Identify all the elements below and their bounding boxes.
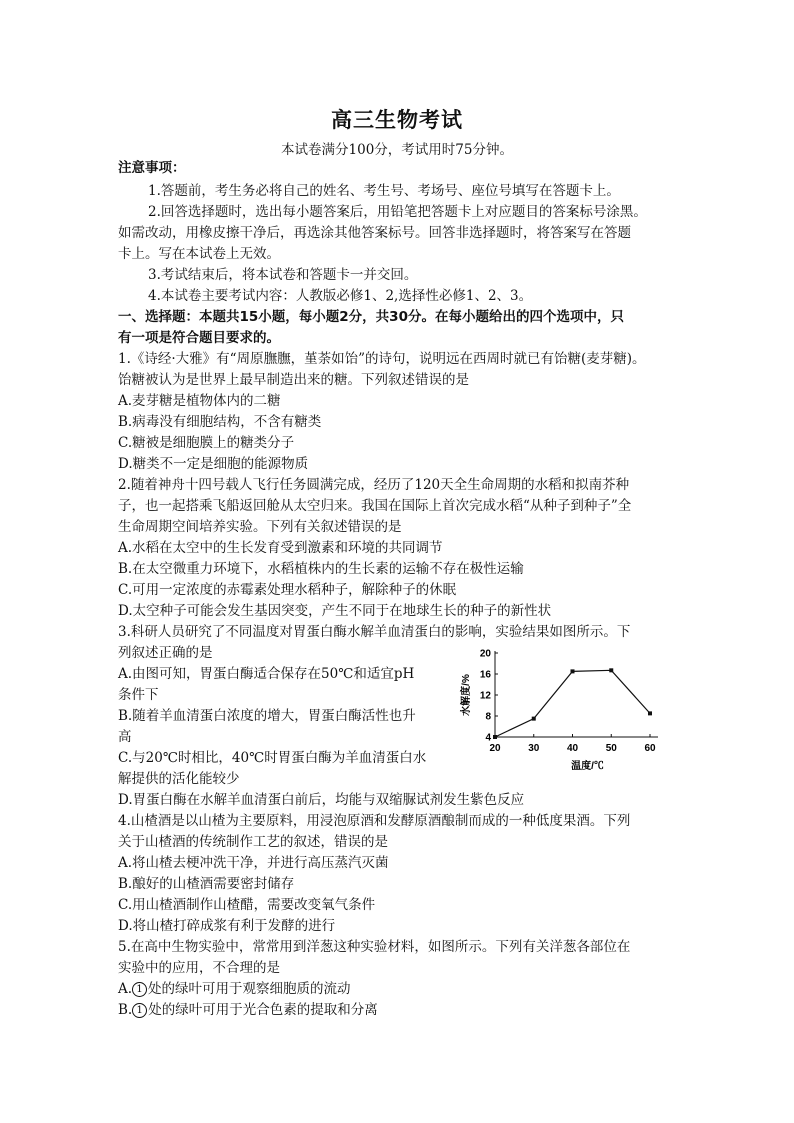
q4-option-d: D.将山楂打碎成浆有利于发酵的进行 — [118, 918, 336, 934]
notice-heading: 注意事项： — [118, 160, 186, 176]
x-axis-label: 温度/℃ — [571, 761, 604, 772]
q3-option-d: D.胃蛋白酶在水解羊血清蛋白前后，均能与双缩脲试剂发生紫色反应 — [118, 792, 525, 808]
y-tick-label: 20 — [479, 648, 491, 660]
y-tick-label: 4 — [485, 732, 491, 744]
q2-option-b: B.在太空微重力环境下，水稻植株内的生长素的运输不存在极性运输 — [118, 561, 524, 577]
y-axis-label: 水解度/% — [461, 674, 472, 716]
q4-option-c: C.用山楂酒制作山楂醋，需要改变氧气条件 — [118, 897, 376, 913]
notice-item-2-end: 卡上。写在本试卷上无效。 — [118, 246, 280, 262]
q2-stem-cont: 子，也一起搭乘飞船返回舱从太空归来。我国在国际上首次完成水稻“从种子到种子”全 — [118, 498, 632, 514]
q5-option-b-letter: B. — [118, 1002, 133, 1018]
x-tick-label: 20 — [489, 743, 501, 754]
q5-option-a — [118, 979, 678, 999]
hydrolysis-chart — [455, 645, 670, 780]
data-point — [648, 711, 652, 715]
q1-option-a: A.麦芽糖是植物体内的二糖 — [118, 393, 281, 409]
q5-option-b-text: 处的绿叶可用于光合色素的提取和分离 — [148, 1002, 378, 1018]
q3-option-b-cont: 高 — [118, 729, 132, 745]
notice-item-3: 3.考试结束后，将本试卷和答题卡一并交回。 — [148, 267, 418, 283]
notice-item-2: 2.回答选择题时，选出每小题答案后，用铅笔把答题卡上对应题目的答案标号涂黑。 — [148, 204, 647, 220]
q4-stem: 4.山楂酒是以山楂为主要原料，用浸泡原酒和发酵原酒酿制而成的一种低度果酒。下列 — [118, 813, 631, 829]
q1-option-b: B.病毒没有细胞结构，不含有糖类 — [118, 414, 322, 430]
q3-stem-cont: 列叙述正确的是 — [118, 645, 213, 661]
x-tick-label: 50 — [605, 743, 617, 754]
q4-option-a: A.将山楂去梗冲洗干净，并进行高压蒸汽灭菌 — [118, 855, 389, 871]
q5-option-a-letter: A. — [118, 981, 133, 997]
q5-stem-cont: 实验中的应用，不合理的是 — [118, 960, 280, 976]
q4-option-b: B.酿好的山楂酒需要密封储存 — [118, 876, 295, 892]
section-heading: 一、选择题：本题共15小题，每小题2分，共30分。在每小题给出的四个选项中，只 — [118, 309, 624, 325]
q3-option-a-cont: 条件下 — [118, 687, 159, 703]
q3-option-b: B.随着羊血清蛋白浓度的增大，胃蛋白酶活性也升 — [118, 708, 416, 724]
section-heading-cont: 有一项是符合题目要求的。 — [118, 330, 280, 346]
series-line — [495, 670, 650, 737]
q5-stem: 5.在高中生物实验中，常常用到洋葱这种实验材料，如图所示。下列有关洋葱各部位在 — [118, 939, 631, 955]
q3-stem: 3.科研人员研究了不同温度对胃蛋白酶水解羊血清蛋白的影响，实验结果如图所示。下 — [118, 624, 631, 640]
y-tick-label: 12 — [479, 690, 491, 702]
y-tick-label: 8 — [485, 711, 491, 723]
data-point — [571, 669, 575, 673]
q1-option-c: C.糖被是细胞膜上的糖类分子 — [118, 435, 295, 451]
x-tick-label: 40 — [566, 743, 579, 754]
page-title: 高三生物考试 — [331, 108, 463, 132]
exam-subtitle: 本试卷满分100分，考试用时75分钟。 — [281, 142, 513, 158]
q2-option-a: A.水稻在太空中的生长发育受到激素和环境的共同调节 — [118, 540, 443, 556]
data-point — [493, 735, 497, 739]
data-point — [609, 668, 613, 672]
q5-option-b — [118, 1000, 678, 1020]
q2-stem: 2.随着神舟十四号载人飞行任务圆满完成，经历了120天全生命周期的水稻和拟南芥种 — [118, 477, 630, 493]
x-tick-label: 30 — [528, 743, 540, 754]
q4-stem-cont: 关于山楂酒的传统制作工艺的叙述，错误的是 — [118, 834, 388, 850]
y-tick-label: 16 — [479, 669, 491, 681]
q2-stem-end: 生命周期空间培养实验。下列有关叙述错误的是 — [118, 519, 402, 535]
x-tick-label: 60 — [644, 743, 656, 754]
circled-number-1: 1 — [132, 1003, 147, 1018]
q1-stem-cont: 饴糖被认为是世界上最早制造出来的糖。下列叙述错误的是 — [118, 372, 469, 388]
data-point — [532, 717, 536, 721]
q3-option-c-cont: 解提供的活化能较少 — [118, 771, 240, 787]
notice-item-4: 4.本试卷主要考试内容：人教版必修1、2,选择性必修1、2、3。 — [148, 288, 533, 304]
q1-stem: 1.《诗经·大雅》有“周原膴膴，堇荼如饴”的诗句，说明远在西周时就已有饴糖(麦芽糖)。 — [118, 351, 646, 367]
q5-option-a-text: 处的绿叶可用于观察细胞质的流动 — [148, 981, 351, 997]
q2-option-d: D.太空种子可能会发生基因突变，产生不同于在地球生长的种子的新性状 — [118, 603, 552, 619]
notice-item-1: 1.答题前，考生务必将自己的姓名、考生号、考场号、座位号填写在答题卡上。 — [148, 183, 620, 199]
q3-option-a: A.由图可知，胃蛋白酶适合保存在50℃和适宜pH — [118, 666, 415, 682]
q3-option-c: C.与20℃时相比，40℃时胃蛋白酶为羊血清蛋白水 — [118, 750, 427, 766]
circled-number-1: 1 — [132, 982, 147, 997]
q2-option-c: C.可用一定浓度的赤霉素处理水稻种子，解除种子的休眠 — [118, 582, 457, 598]
q1-option-d: D.糖类不一定是细胞的能源物质 — [118, 456, 309, 472]
notice-item-2-cont: 如需改动，用橡皮擦干净后，再选涂其他答案标号。回答非选择题时，将答案写在答题 — [118, 225, 631, 241]
